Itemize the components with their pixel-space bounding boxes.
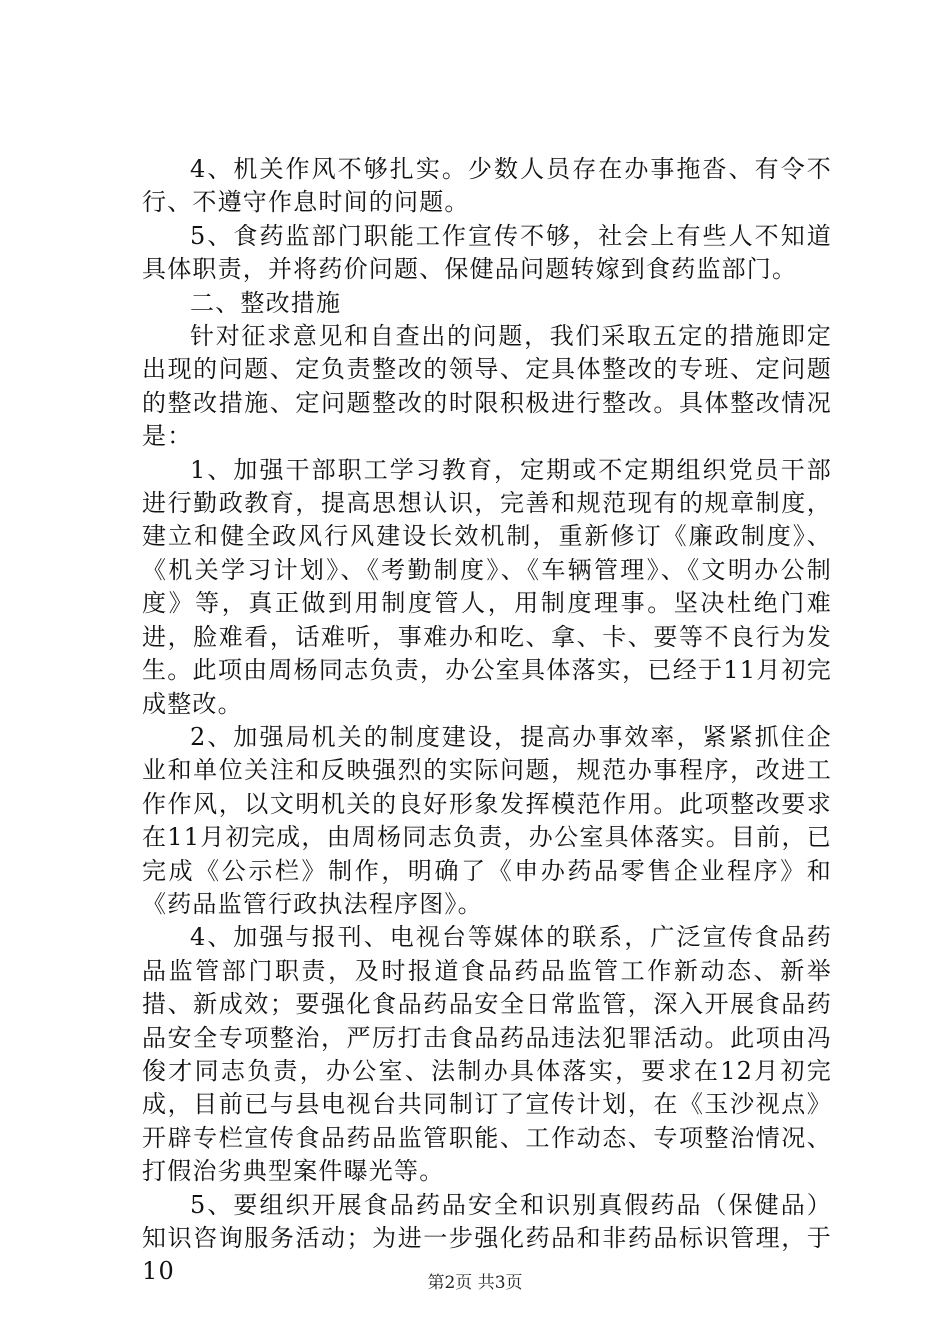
paragraph-measure-2: 2、加强局机关的制度建设，提高办事效率，紧紧抓住企业和单位关注和反映强烈的实际问题，规范办事程序，改进工作作风，以文明机关的良好形象发挥模范作用。此项整改要求在11月初完成，由周杨同志负责，办公室具体落实。目前，已完成《公示栏》制作，明确了《申办药品零售企业程序》和《药品监管行政执法程序图》。 xyxy=(142,722,832,918)
page-footer: 第2页 共3页 xyxy=(427,1273,523,1293)
document-body xyxy=(142,153,832,1289)
paragraph-item-4-work-style: 4、机关作风不够扎实。少数人员存在办事拖沓、有令不行、不遵守作息时间的问题。 xyxy=(142,155,832,217)
paragraph-intro-measures: 针对征求意见和自查出的问题，我们采取五定的措施即定出现的问题、定负责整改的领导、定具体整改的专班、定问题的整改措施、定问题整改的时限积极进行整改。具体整改情况是： xyxy=(142,322,832,451)
paragraph-measure-5: 5、要组织开展食品药品安全和识别真假药品（保健品）知识咨询服务活动；为进一步强化药品和非药品标识管理，于10 xyxy=(142,1190,832,1286)
paragraph-measure-1: 1、加强干部职工学习教育，定期或不定期组织党员干部进行勤政教育，提高思想认识，完善和规范现有的规章制度，建立和健全政风行风建设长效机制，重新修订《廉政制度》、《机关学习计划》、《考勤制度》、《车辆管理》、《文明办公制度》等，真正做到用制度管人，用制度理事。坚决杜绝门难进，脸难看，话难听，事难办和吃、拿、卡、要等不良行为发生。此项由周杨同志负责，办公室具体落实，已经于11月初完成整改。 xyxy=(142,455,832,718)
paragraph-measure-4: 4、加强与报刊、电视台等媒体的联系，广泛宣传食品药品监管部门职责，及时报道食品药品监管工作新动态、新举措、新成效；要强化食品药品安全日常监管，深入开展食品药品安全专项整治，严厉打击食品药品违法犯罪活动。此项由冯俊才同志负责，办公室、法制办具体落实，要求在12月初完成，目前已与县电视台共同制订了宣传计划，在《玉沙视点》开辟专栏宣传食品药品监管职能、工作动态、专项整治情况、打假治劣典型案件曝光等。 xyxy=(142,923,832,1186)
section-heading-rectification: 二、整改措施 xyxy=(190,288,342,317)
paragraph-item-5-publicity: 5、食药监部门职能工作宣传不够，社会上有些人不知道具体职责，并将药价问题、保健品问题转嫁到食药监部门。 xyxy=(142,221,832,284)
